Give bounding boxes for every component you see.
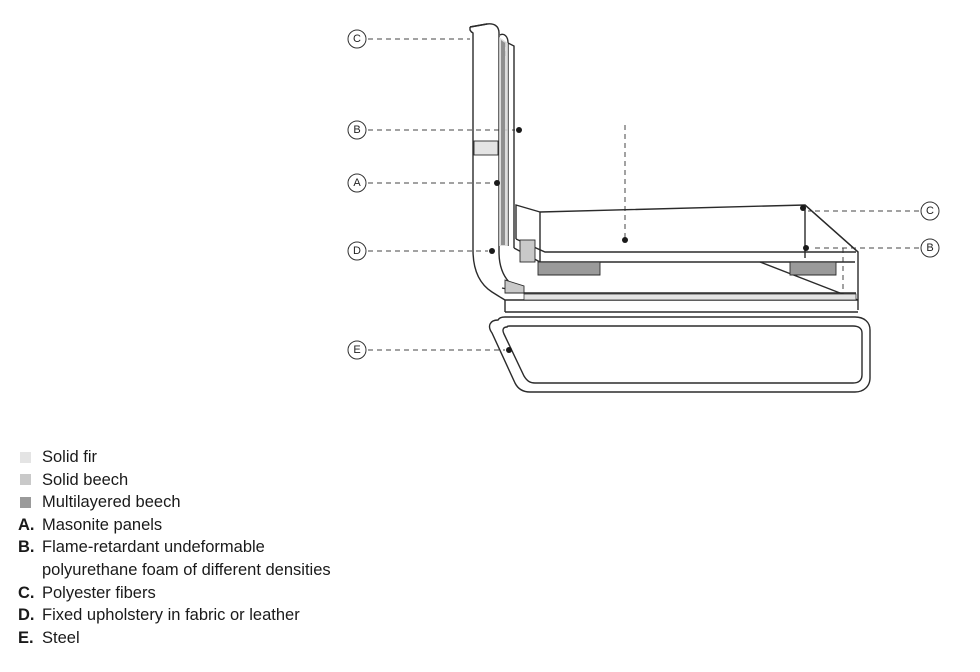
legend-item-d <box>16 604 536 627</box>
steel-base-frame <box>490 317 870 392</box>
legend <box>16 446 536 649</box>
legend-key: D. <box>18 606 35 625</box>
callout-b-left <box>348 121 366 139</box>
leader-lines <box>368 39 919 350</box>
swatch-cell <box>16 491 42 514</box>
fill-multilayer-beech-rail <box>538 262 600 275</box>
legend-key: B. <box>18 538 35 557</box>
leader-anchor-dots <box>489 127 809 353</box>
legend-label: Steel <box>42 628 80 647</box>
legend-item-solid-beech <box>16 469 536 492</box>
fill-solid-beech-base <box>505 280 524 293</box>
fill-solid-fir-slab <box>524 294 856 300</box>
callout-letter: B <box>353 124 361 136</box>
callout-c-left-top <box>348 30 366 48</box>
callout-e-left <box>348 341 366 359</box>
swatch-cell <box>16 469 42 492</box>
legend-label: Masonite panels <box>42 515 163 534</box>
callout-bubbles <box>348 30 939 359</box>
solid-beech-swatch <box>20 474 31 485</box>
swatch-cell <box>16 446 42 469</box>
legend-label: Polyester fibers <box>42 583 156 602</box>
callout-d-left <box>348 242 366 260</box>
multilayered-beech-swatch <box>20 497 31 508</box>
callout-letter: E <box>353 344 361 356</box>
fill-multilayer-beech-rail-right <box>790 262 836 275</box>
legend-item-b-continued: polyurethane foam of different densities <box>42 560 331 579</box>
fill-solid-fir-back <box>474 141 498 155</box>
legend-key: A. <box>18 515 35 534</box>
callout-letter: C <box>353 33 361 45</box>
legend-label: Flame-retardant undeformable <box>42 538 265 557</box>
legend-item-e <box>16 627 536 650</box>
legend-label: Fixed upholstery in fabric or leather <box>42 606 300 625</box>
callout-letter: B <box>926 242 934 254</box>
legend-item-a <box>16 514 536 537</box>
legend-item-multilayered-beech <box>16 491 536 514</box>
legend-label: Solid beech <box>42 470 129 489</box>
callout-letter: C <box>926 205 934 217</box>
legend-item-c <box>16 582 536 605</box>
callout-a-left <box>348 174 366 192</box>
legend-key: C. <box>18 583 35 602</box>
callout-b-right <box>921 239 939 257</box>
legend-item-b <box>16 536 536 559</box>
material-fills <box>474 37 856 300</box>
legend-key: E. <box>18 628 34 647</box>
legend-label: Multilayered beech <box>42 493 181 512</box>
fill-back-core <box>501 40 505 245</box>
solid-fir-swatch <box>20 452 31 463</box>
callout-letter: D <box>353 245 361 257</box>
fill-solid-beech-junction <box>520 240 535 262</box>
callout-c-right <box>921 202 939 220</box>
legend-item-solid-fir <box>16 446 536 469</box>
callout-letter: A <box>353 177 361 189</box>
legend-label: Solid fir <box>42 448 98 466</box>
